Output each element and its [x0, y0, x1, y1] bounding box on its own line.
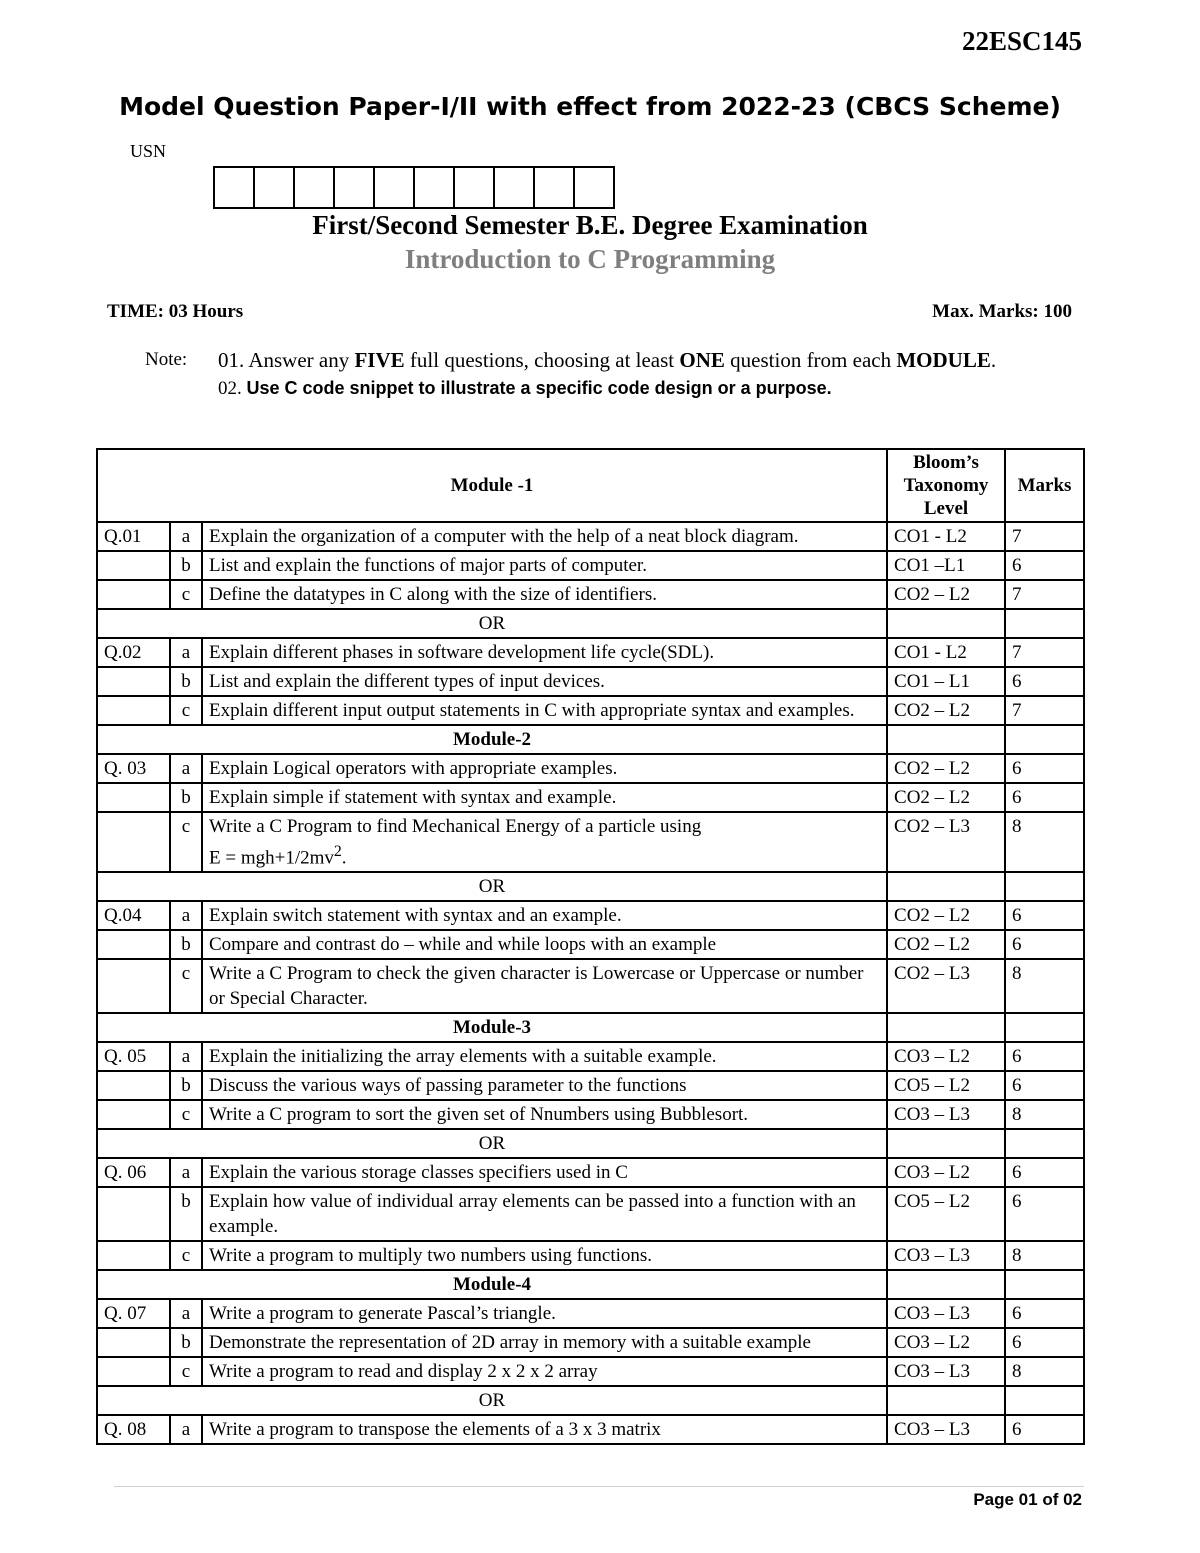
usn-box	[573, 166, 615, 209]
question-text: Explain Logical operators with appropriate examples.	[202, 754, 887, 783]
table-row	[97, 551, 1084, 580]
question-text: Write a program to read and display 2 x 2 x 2 array	[202, 1357, 887, 1386]
or-separator: OR	[97, 872, 887, 901]
part-label: a	[170, 638, 202, 667]
question-number	[97, 696, 170, 725]
module-separator: Module-4	[97, 1270, 887, 1299]
table-row	[97, 1187, 1084, 1241]
co-level: CO3 – L2	[887, 1158, 1005, 1187]
subject-name: Introduction to C Programming	[404, 244, 776, 274]
separator-row	[97, 872, 1084, 901]
marks: 6	[1005, 1299, 1084, 1328]
usn-box	[453, 166, 495, 209]
course-code: 22ESC145	[961, 26, 1082, 56]
table-row	[97, 1071, 1084, 1100]
co-level: CO1 - L2	[887, 638, 1005, 667]
table-row	[97, 812, 1084, 872]
question-number	[97, 667, 170, 696]
usn-label: USN	[130, 141, 167, 161]
question-number	[97, 930, 170, 959]
table-row	[97, 696, 1084, 725]
part-label: c	[170, 580, 202, 609]
question-number	[97, 959, 170, 1013]
note-text: .	[990, 348, 997, 372]
table-row	[97, 754, 1084, 783]
co-level: CO1 –L1	[887, 551, 1005, 580]
co-level: CO2 – L2	[887, 783, 1005, 812]
marks: 6	[1005, 901, 1084, 930]
table-row	[97, 1042, 1084, 1071]
question-text: Explain the various storage classes specifiers used in C	[202, 1158, 887, 1187]
note-text: question from each	[724, 348, 897, 372]
co-level: CO2 – L3	[887, 959, 1005, 1013]
table-row	[97, 1158, 1084, 1187]
table-header-row	[97, 449, 1084, 522]
question-number: Q. 08	[97, 1415, 170, 1444]
question-text: Explain simple if statement with syntax and example.	[202, 783, 887, 812]
question-text: Explain switch statement with syntax and an example.	[202, 901, 887, 930]
note-1	[218, 348, 996, 373]
marks: 6	[1005, 1042, 1084, 1071]
question-text: Write a program to multiply two numbers using functions.	[202, 1241, 887, 1270]
or-separator: OR	[97, 1129, 887, 1158]
question-number	[97, 783, 170, 812]
marks: 7	[1005, 522, 1084, 551]
paper-title: Model Question Paper-I/II with effect from 2022-23 (CBCS Scheme)	[119, 92, 1061, 121]
note-number: 02.	[218, 378, 247, 399]
co-level: CO3 – L3	[887, 1100, 1005, 1129]
marks: 6	[1005, 1328, 1084, 1357]
question-text: Write a program to generate Pascal’s triangle.	[202, 1299, 887, 1328]
question-text: Explain the organization of a computer with the help of a neat block diagram.	[202, 522, 887, 551]
co-level: CO1 - L2	[887, 522, 1005, 551]
empty-cell	[1005, 1386, 1084, 1415]
part-label: a	[170, 1158, 202, 1187]
empty-cell	[1005, 1270, 1084, 1299]
question-text: Define the datatypes in C along with the size of identifiers.	[202, 580, 887, 609]
question-text: Write a C Program to check the given character is Lowercase or Uppercase or number or Special Character.	[202, 959, 887, 1013]
marks: 6	[1005, 551, 1084, 580]
table-row	[97, 1241, 1084, 1270]
usn-box	[533, 166, 575, 209]
part-label: b	[170, 667, 202, 696]
separator-row	[97, 725, 1084, 754]
part-label: c	[170, 1241, 202, 1270]
blooms-header: Bloom’s Taxonomy Level	[887, 449, 1005, 522]
exam-name: First/Second Semester B.E. Degree Examination	[312, 210, 868, 240]
question-text: Compare and contrast do – while and while loops with an example	[202, 930, 887, 959]
marks: 7	[1005, 696, 1084, 725]
empty-cell	[887, 1386, 1005, 1415]
empty-cell	[887, 1129, 1005, 1158]
table-row	[97, 522, 1084, 551]
question-text: Explain different phases in software development life cycle(SDL).	[202, 638, 887, 667]
empty-cell	[887, 725, 1005, 754]
separator-row	[97, 1013, 1084, 1042]
table-row	[97, 901, 1084, 930]
question-text: Write a C program to sort the given set of Nnumbers using Bubblesort.	[202, 1100, 887, 1129]
question-text: Write a program to transpose the elements of a 3 x 3 matrix	[202, 1415, 887, 1444]
usn-box	[413, 166, 455, 209]
question-number	[97, 551, 170, 580]
part-label: b	[170, 1071, 202, 1100]
part-label: c	[170, 959, 202, 1013]
question-text: Explain different input output statements in C with appropriate syntax and examples.	[202, 696, 887, 725]
part-label: a	[170, 522, 202, 551]
marks: 6	[1005, 783, 1084, 812]
question-text	[202, 812, 887, 872]
part-label: c	[170, 696, 202, 725]
empty-cell	[887, 609, 1005, 638]
separator-row	[97, 609, 1084, 638]
usn-boxes	[215, 166, 615, 209]
footer-divider	[114, 1486, 1084, 1487]
co-level: CO2 – L3	[887, 812, 1005, 872]
empty-cell	[887, 1270, 1005, 1299]
co-level: CO1 – L1	[887, 667, 1005, 696]
question-text-end: .	[341, 847, 347, 869]
co-level: CO2 – L2	[887, 901, 1005, 930]
formula: E = mgh+1/2mv	[209, 847, 334, 869]
marks: 8	[1005, 1100, 1084, 1129]
marks: 6	[1005, 667, 1084, 696]
marks: 7	[1005, 638, 1084, 667]
note-text: Use C code snippet to illustrate a specific code design or a purpose.	[246, 378, 832, 398]
empty-cell	[1005, 1013, 1084, 1042]
marks: 8	[1005, 812, 1084, 872]
empty-cell	[1005, 725, 1084, 754]
question-number	[97, 1071, 170, 1100]
question-number	[97, 1100, 170, 1129]
empty-cell	[1005, 1129, 1084, 1158]
part-label: c	[170, 1100, 202, 1129]
table-row	[97, 1328, 1084, 1357]
part-label: a	[170, 1299, 202, 1328]
co-level: CO3 – L3	[887, 1241, 1005, 1270]
table-row	[97, 667, 1084, 696]
table-row	[97, 638, 1084, 667]
table-row	[97, 580, 1084, 609]
note-text: 01. Answer any	[218, 348, 355, 372]
co-level: CO5 – L2	[887, 1071, 1005, 1100]
table-row	[97, 1299, 1084, 1328]
note-emphasis: MODULE	[896, 348, 991, 372]
question-number: Q.02	[97, 638, 170, 667]
co-level: CO3 – L2	[887, 1328, 1005, 1357]
marks: 6	[1005, 1415, 1084, 1444]
co-level: CO3 – L3	[887, 1415, 1005, 1444]
question-text: Explain how value of individual array elements can be passed into a function with an example.	[202, 1187, 887, 1241]
table-row	[97, 1100, 1084, 1129]
part-label: b	[170, 551, 202, 580]
usn-box	[333, 166, 375, 209]
marks: 7	[1005, 580, 1084, 609]
co-level: CO2 – L2	[887, 696, 1005, 725]
empty-cell	[887, 872, 1005, 901]
question-text: List and explain the different types of input devices.	[202, 667, 887, 696]
co-level: CO2 – L2	[887, 754, 1005, 783]
question-text: Demonstrate the representation of 2D array in memory with a suitable example	[202, 1328, 887, 1357]
question-number: Q. 07	[97, 1299, 170, 1328]
question-text: Discuss the various ways of passing parameter to the functions	[202, 1071, 887, 1100]
marks: 8	[1005, 1241, 1084, 1270]
table-row	[97, 1415, 1084, 1444]
usn-box	[493, 166, 535, 209]
part-label: c	[170, 812, 202, 872]
co-level: CO3 – L3	[887, 1357, 1005, 1386]
co-level: CO2 – L2	[887, 930, 1005, 959]
question-text: Explain the initializing the array elements with a suitable example.	[202, 1042, 887, 1071]
question-text-line: Write a C Program to find Mechanical Energy of a particle using	[209, 816, 702, 837]
separator-row	[97, 1270, 1084, 1299]
co-level: CO3 – L3	[887, 1299, 1005, 1328]
question-number: Q. 03	[97, 754, 170, 783]
question-number: Q. 05	[97, 1042, 170, 1071]
empty-cell	[1005, 609, 1084, 638]
part-label: a	[170, 1042, 202, 1071]
note-emphasis: ONE	[679, 348, 725, 372]
part-label: a	[170, 1415, 202, 1444]
superscript: 2	[333, 843, 342, 860]
or-separator: OR	[97, 1386, 887, 1415]
marks: 8	[1005, 959, 1084, 1013]
co-level: CO2 – L2	[887, 580, 1005, 609]
module-separator: Module-3	[97, 1013, 887, 1042]
module-header: Module -1	[97, 449, 887, 522]
separator-row	[97, 1386, 1084, 1415]
page-number: Page 01 of 02	[973, 1490, 1082, 1509]
marks: 8	[1005, 1357, 1084, 1386]
part-label: b	[170, 1187, 202, 1241]
question-number: Q. 06	[97, 1158, 170, 1187]
marks: 6	[1005, 1071, 1084, 1100]
usn-box	[293, 166, 335, 209]
module-separator: Module-2	[97, 725, 887, 754]
question-table	[96, 448, 1085, 1445]
marks: 6	[1005, 930, 1084, 959]
usn-box	[373, 166, 415, 209]
part-label: a	[170, 901, 202, 930]
marks: 6	[1005, 754, 1084, 783]
part-label: b	[170, 1328, 202, 1357]
empty-cell	[1005, 872, 1084, 901]
co-level: CO3 – L2	[887, 1042, 1005, 1071]
part-label: c	[170, 1357, 202, 1386]
part-label: b	[170, 783, 202, 812]
question-number	[97, 1328, 170, 1357]
marks-header: Marks	[1005, 449, 1084, 522]
note-label: Note:	[145, 349, 188, 370]
question-number	[97, 1357, 170, 1386]
question-text: List and explain the functions of major parts of computer.	[202, 551, 887, 580]
note-text: full questions, choosing at least	[404, 348, 680, 372]
or-separator: OR	[97, 609, 887, 638]
question-number	[97, 1241, 170, 1270]
question-number	[97, 812, 170, 872]
table-row	[97, 1357, 1084, 1386]
max-marks: Max. Marks: 100	[932, 301, 1072, 322]
usn-box	[253, 166, 295, 209]
question-number	[97, 580, 170, 609]
marks: 6	[1005, 1158, 1084, 1187]
part-label: b	[170, 930, 202, 959]
co-level: CO5 – L2	[887, 1187, 1005, 1241]
marks: 6	[1005, 1187, 1084, 1241]
table-row	[97, 930, 1084, 959]
question-number	[97, 1187, 170, 1241]
empty-cell	[887, 1013, 1005, 1042]
exam-time: TIME: 03 Hours	[107, 301, 244, 322]
separator-row	[97, 1129, 1084, 1158]
usn-box	[213, 166, 255, 209]
question-number: Q.04	[97, 901, 170, 930]
note-2	[218, 378, 832, 400]
part-label: a	[170, 754, 202, 783]
question-number: Q.01	[97, 522, 170, 551]
note-emphasis: FIVE	[354, 348, 405, 372]
table-row	[97, 959, 1084, 1013]
table-row	[97, 783, 1084, 812]
